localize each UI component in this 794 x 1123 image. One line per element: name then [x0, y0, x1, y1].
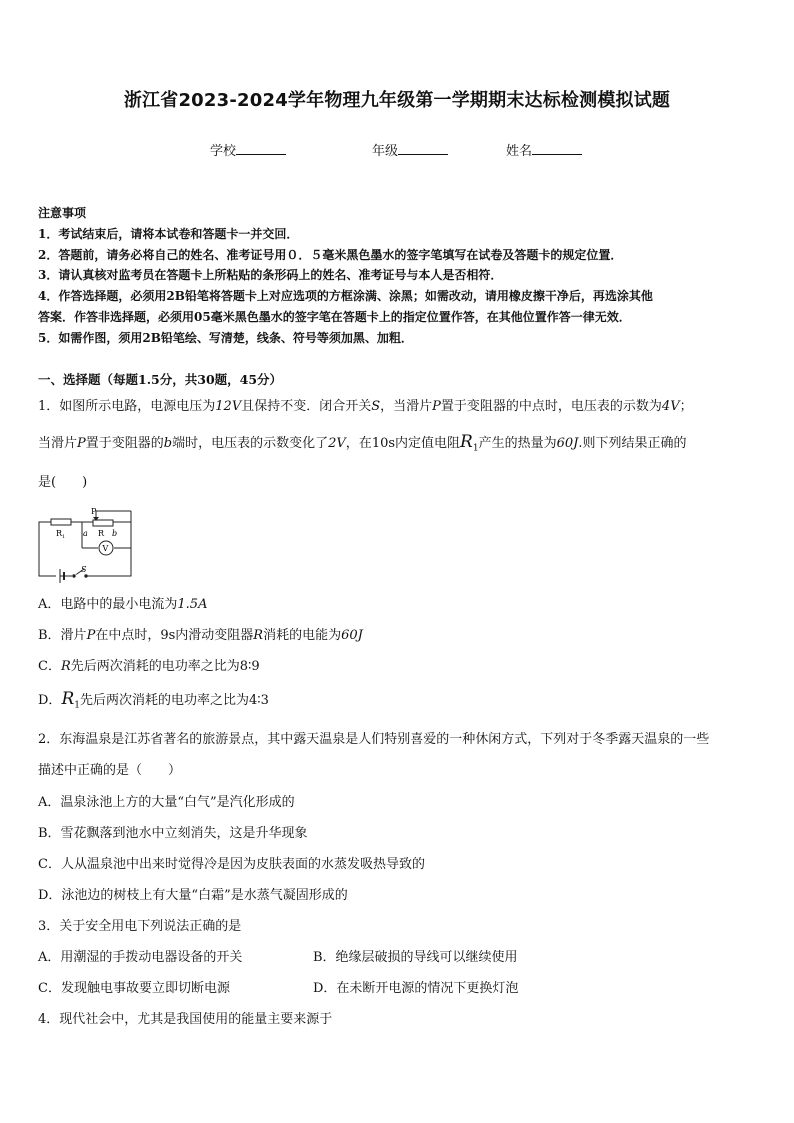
circuit-label-a: a — [83, 529, 88, 538]
circuit-label-v: V — [102, 544, 109, 553]
circuit-label-s: S — [81, 565, 87, 574]
q1-voltage: 12V — [215, 399, 242, 414]
option-symbol: R — [253, 628, 264, 643]
q1-text: 置于变阻器的中点时，电压表的示数为 — [440, 399, 662, 414]
q2-option-b: B．雪花飘落到池水中立刻消失，这是升华现象 — [38, 826, 308, 841]
student-info-row — [0, 140, 794, 160]
q3-option-b: B．绝缘层破损的导线可以继续使用 — [313, 950, 518, 965]
q2-line1: 2．东海温泉是江苏省著名的旅游景点，其中露天温泉是人们特别喜爱的一种休闲方式，下列对于冬季露天温泉的一些 — [38, 732, 710, 747]
q1-text: 当滑片 — [38, 436, 78, 451]
q1-option-a — [38, 593, 207, 612]
q1-text: 且保持不变．闭合开关 — [241, 399, 372, 414]
note-item: 答案．作答非选择题，必须用05毫米黑色墨水的签字笔在答题卡上的指定位置作答，在其他位置作答一律无效． — [38, 310, 631, 324]
note-item: 4．作答选择题，必须用2B铅笔将答题卡上对应选项的方框涂满、涂黑；如需改动，请用橡皮擦干净后，再选涂其他 — [38, 289, 653, 303]
q1-voltage-change: 2V — [328, 436, 346, 451]
option-symbol: P — [86, 628, 96, 643]
option-value: 4∶3 — [249, 693, 269, 708]
school-field — [210, 140, 286, 159]
q1-text: ，在 — [345, 436, 372, 451]
q1-text: ，当滑片 — [380, 399, 433, 414]
option-text: 先后两次消耗的电功率之比为 — [79, 693, 249, 708]
q1-b-end: b — [163, 436, 173, 451]
q1-option-b — [38, 624, 363, 643]
q2-option-c: C．人从温泉池中出来时觉得冷是因为皮肤表面的水蒸发吸热导致的 — [38, 857, 425, 872]
q3-option-a: A．用潮湿的手拨动电器设备的开关 — [38, 950, 243, 965]
q1-line3: 是( ) — [38, 475, 88, 490]
name-label: 姓名 — [506, 144, 533, 159]
option-value: 9s — [160, 628, 176, 643]
option-text: 先后两次消耗的电功率之比为 — [70, 659, 240, 674]
grade-field — [372, 140, 448, 159]
q1-line2 — [38, 432, 687, 454]
q1-slider-symbol: P — [77, 436, 86, 451]
option-value: 8∶9 — [239, 659, 260, 674]
q1-time: 10s — [371, 436, 396, 451]
resistor-r1-icon — [51, 519, 71, 525]
q2-line2: 描述中正确的是（ ） — [38, 763, 182, 778]
q1-heat: 60J — [556, 436, 579, 451]
name-field — [506, 140, 582, 159]
note-item: 3．请认真核对监考员在答题卡上所粘贴的条形码上的姓名、准考证号与本人是否相符． — [38, 268, 503, 282]
note-item: 1．考试结束后，请将本试卷和答题卡一并交回． — [38, 227, 299, 241]
q2-option-a: A．温泉泳池上方的大量“白气”是汽化形成的 — [38, 795, 295, 810]
circuit-label-r1-sub: 1 — [62, 534, 66, 540]
option-value: 60J — [341, 628, 363, 643]
option-value: 1.5A — [177, 597, 208, 612]
circuit-label-r: R — [98, 529, 105, 538]
option-text: 内滑动变阻器 — [175, 628, 254, 643]
option-text: 在中点时， — [95, 628, 161, 643]
circuit-label-r1: R — [56, 529, 63, 538]
note-item: 2．答题前，请务必将自己的姓名、准考证号用０．５毫米黑色墨水的签字笔填写在试卷及答题卡的规定位置． — [38, 248, 623, 262]
circuit-label-b: b — [112, 529, 118, 538]
option-text: 消耗的电能为 — [263, 628, 342, 643]
circuit-diagram — [36, 505, 136, 583]
option-symbol-sub: 1 — [74, 700, 80, 711]
section-heading: 一、选择题（每题1.5分，共30题，45分） — [38, 372, 283, 387]
grade-label: 年级 — [372, 144, 399, 159]
q1-resistor-sub: 1 — [472, 443, 479, 454]
q1-text: .则下列结果正确的 — [578, 436, 687, 451]
q1-text: 置于变阻器的 — [85, 436, 164, 451]
q2-option-d: D．泳池边的树枝上有大量“白霜”是水蒸气凝固形成的 — [38, 888, 348, 903]
q1-option-c — [38, 655, 260, 674]
option-text: D． — [38, 693, 62, 708]
name-blank — [532, 140, 582, 155]
q3-option-d: D．在未断开电源的情况下更换灯泡 — [313, 981, 519, 996]
option-symbol: R — [61, 689, 75, 709]
school-blank — [236, 140, 286, 155]
page-title: 浙江省2023-2024学年物理九年级第一学期期末达标检测模拟试题 — [123, 90, 671, 111]
option-symbol: R — [60, 659, 71, 674]
school-label: 学校 — [210, 144, 237, 159]
q1-text: 端时，电压表的示数变化了 — [172, 436, 329, 451]
circuit-label-p: P — [91, 507, 97, 516]
q1-line1 — [38, 395, 693, 414]
q1-text: 内定值电阻 — [395, 436, 461, 451]
q1-text: 1．如图所示电路，电源电压为 — [38, 399, 216, 414]
note-item: 5．如需作图，须用2B铅笔绘、写清楚，线条、符号等须加黑、加粗． — [38, 331, 413, 345]
option-text: C． — [38, 659, 61, 674]
q3-option-c: C．发现触电事故要立即切断电源 — [38, 981, 230, 996]
q1-resistor-symbol: R — [460, 432, 473, 452]
q1-slider-symbol: P — [432, 399, 441, 414]
q1-voltage: 4V — [661, 399, 680, 414]
option-text: A．电路中的最小电流为 — [38, 597, 178, 612]
option-text: B．滑片 — [38, 628, 87, 643]
q1-text: 产生的热量为 — [478, 436, 557, 451]
q1-switch-symbol: S — [371, 399, 381, 414]
grade-blank — [398, 140, 448, 155]
q1-text: ； — [679, 399, 693, 414]
q1-option-d — [38, 689, 269, 711]
q3-stem: 3．关于安全用电下列说法正确的是 — [38, 919, 242, 934]
notes-heading: 注意事项 — [38, 206, 87, 220]
q4-stem: 4．现代社会中，尤其是我国使用的能量主要来源于 — [38, 1012, 333, 1027]
